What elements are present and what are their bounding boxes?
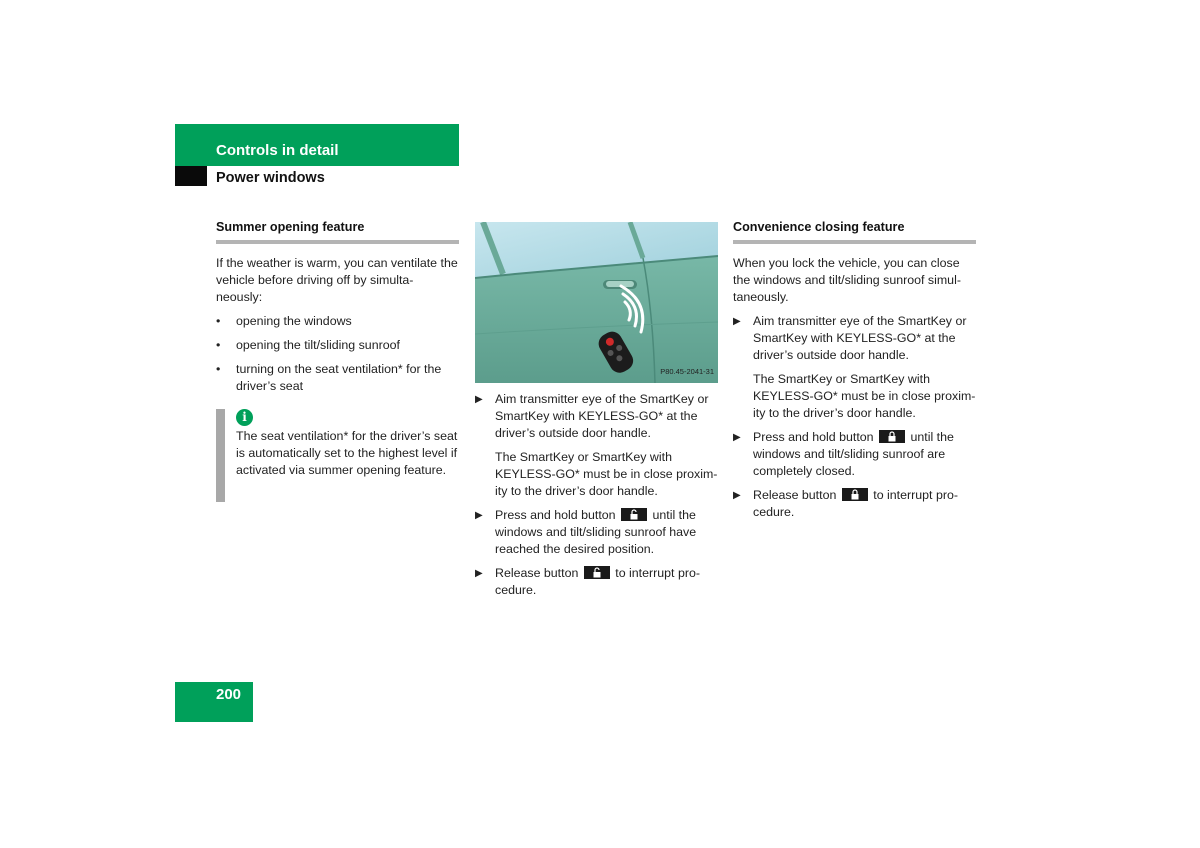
step-note: The SmartKey or SmartKey with KEYLESS-GO* must be in close proxim-ity to the driver’s door handle. — [495, 450, 718, 498]
note-bar — [216, 409, 225, 502]
smartkey-door-figure — [475, 222, 718, 383]
unlock-icon — [621, 508, 647, 521]
step-text-post: until the windows and tilt/sliding sunroof have reached the desired position. — [495, 508, 697, 556]
step-text-pre: Press and hold button — [495, 508, 616, 522]
column-summer-opening — [216, 219, 459, 479]
step-arrow-icon: ▶ — [733, 490, 741, 501]
step-arrow-icon: ▶ — [475, 568, 483, 579]
step-aim — [733, 313, 976, 364]
step-text-pre: Release button — [753, 488, 837, 502]
step-arrow-icon: ▶ — [475, 394, 483, 405]
bullet-text: turning on the seat ventilation* for the driver’s seat — [236, 362, 442, 393]
list-item — [216, 337, 459, 354]
step-arrow-icon: ▶ — [475, 510, 483, 521]
column-summer-steps — [475, 222, 718, 606]
section-title: Power windows — [216, 170, 325, 186]
step-aim — [475, 391, 718, 442]
note-text: The seat ventilation* for the driver’s seat is automatically set to the highest level if activated via summer opening feature. — [236, 429, 458, 477]
lock-icon — [842, 488, 868, 501]
page-number-box — [175, 682, 253, 722]
summer-intro: If the weather is warm, you can ventilate the vehicle before driving off by simulta-neously: — [216, 256, 458, 304]
step-press-hold — [733, 429, 976, 480]
step-text-post: until the windows and tilt/sliding sunroof are completely closed. — [753, 430, 954, 478]
heading-summer-opening: Summer opening feature — [216, 219, 459, 244]
step-text: Aim transmitter eye of the SmartKey or SmartKey with KEYLESS-GO* at the driver’s outside door handle. — [495, 392, 709, 440]
bullet-icon: • — [216, 338, 221, 352]
bullet-text: opening the tilt/sliding sunroof — [236, 338, 400, 352]
bullet-icon: • — [216, 314, 221, 328]
figure-code: P80.45-2041-31 — [660, 367, 714, 376]
step-text: Aim transmitter eye of the SmartKey or SmartKey with KEYLESS-GO* at the driver’s outside door handle. — [753, 314, 967, 362]
step-arrow-icon: ▶ — [733, 316, 741, 327]
bullet-icon: • — [216, 362, 221, 376]
step-press-hold — [475, 507, 718, 558]
step-release — [475, 565, 718, 599]
step-note: The SmartKey or SmartKey with KEYLESS-GO* must be in close proxim-ity to the driver’s door handle. — [753, 372, 976, 420]
column-convenience-closing — [733, 219, 976, 528]
section-marker — [175, 166, 207, 186]
list-item — [216, 361, 459, 395]
info-note — [216, 409, 459, 479]
lock-icon — [879, 430, 905, 443]
step-text-post: to interrupt pro-cedure. — [753, 488, 958, 519]
unlock-icon — [584, 566, 610, 579]
bullet-text: opening the windows — [236, 314, 352, 328]
chapter-title: Controls in detail — [216, 142, 339, 159]
page-number: 200 — [216, 686, 242, 703]
step-release — [733, 487, 976, 521]
list-item — [216, 313, 459, 330]
info-icon: i — [236, 409, 253, 426]
step-text-post: to interrupt pro-cedure. — [495, 566, 700, 597]
step-text-pre: Release button — [495, 566, 579, 580]
convenience-intro: When you lock the vehicle, you can close the windows and tilt/sliding sunroof simul-taneously. — [733, 256, 961, 304]
step-arrow-icon: ▶ — [733, 432, 741, 443]
step-text-pre: Press and hold button — [753, 430, 874, 444]
heading-convenience-closing: Convenience closing feature — [733, 219, 976, 244]
car-door-smartkey-illustration — [475, 222, 718, 383]
